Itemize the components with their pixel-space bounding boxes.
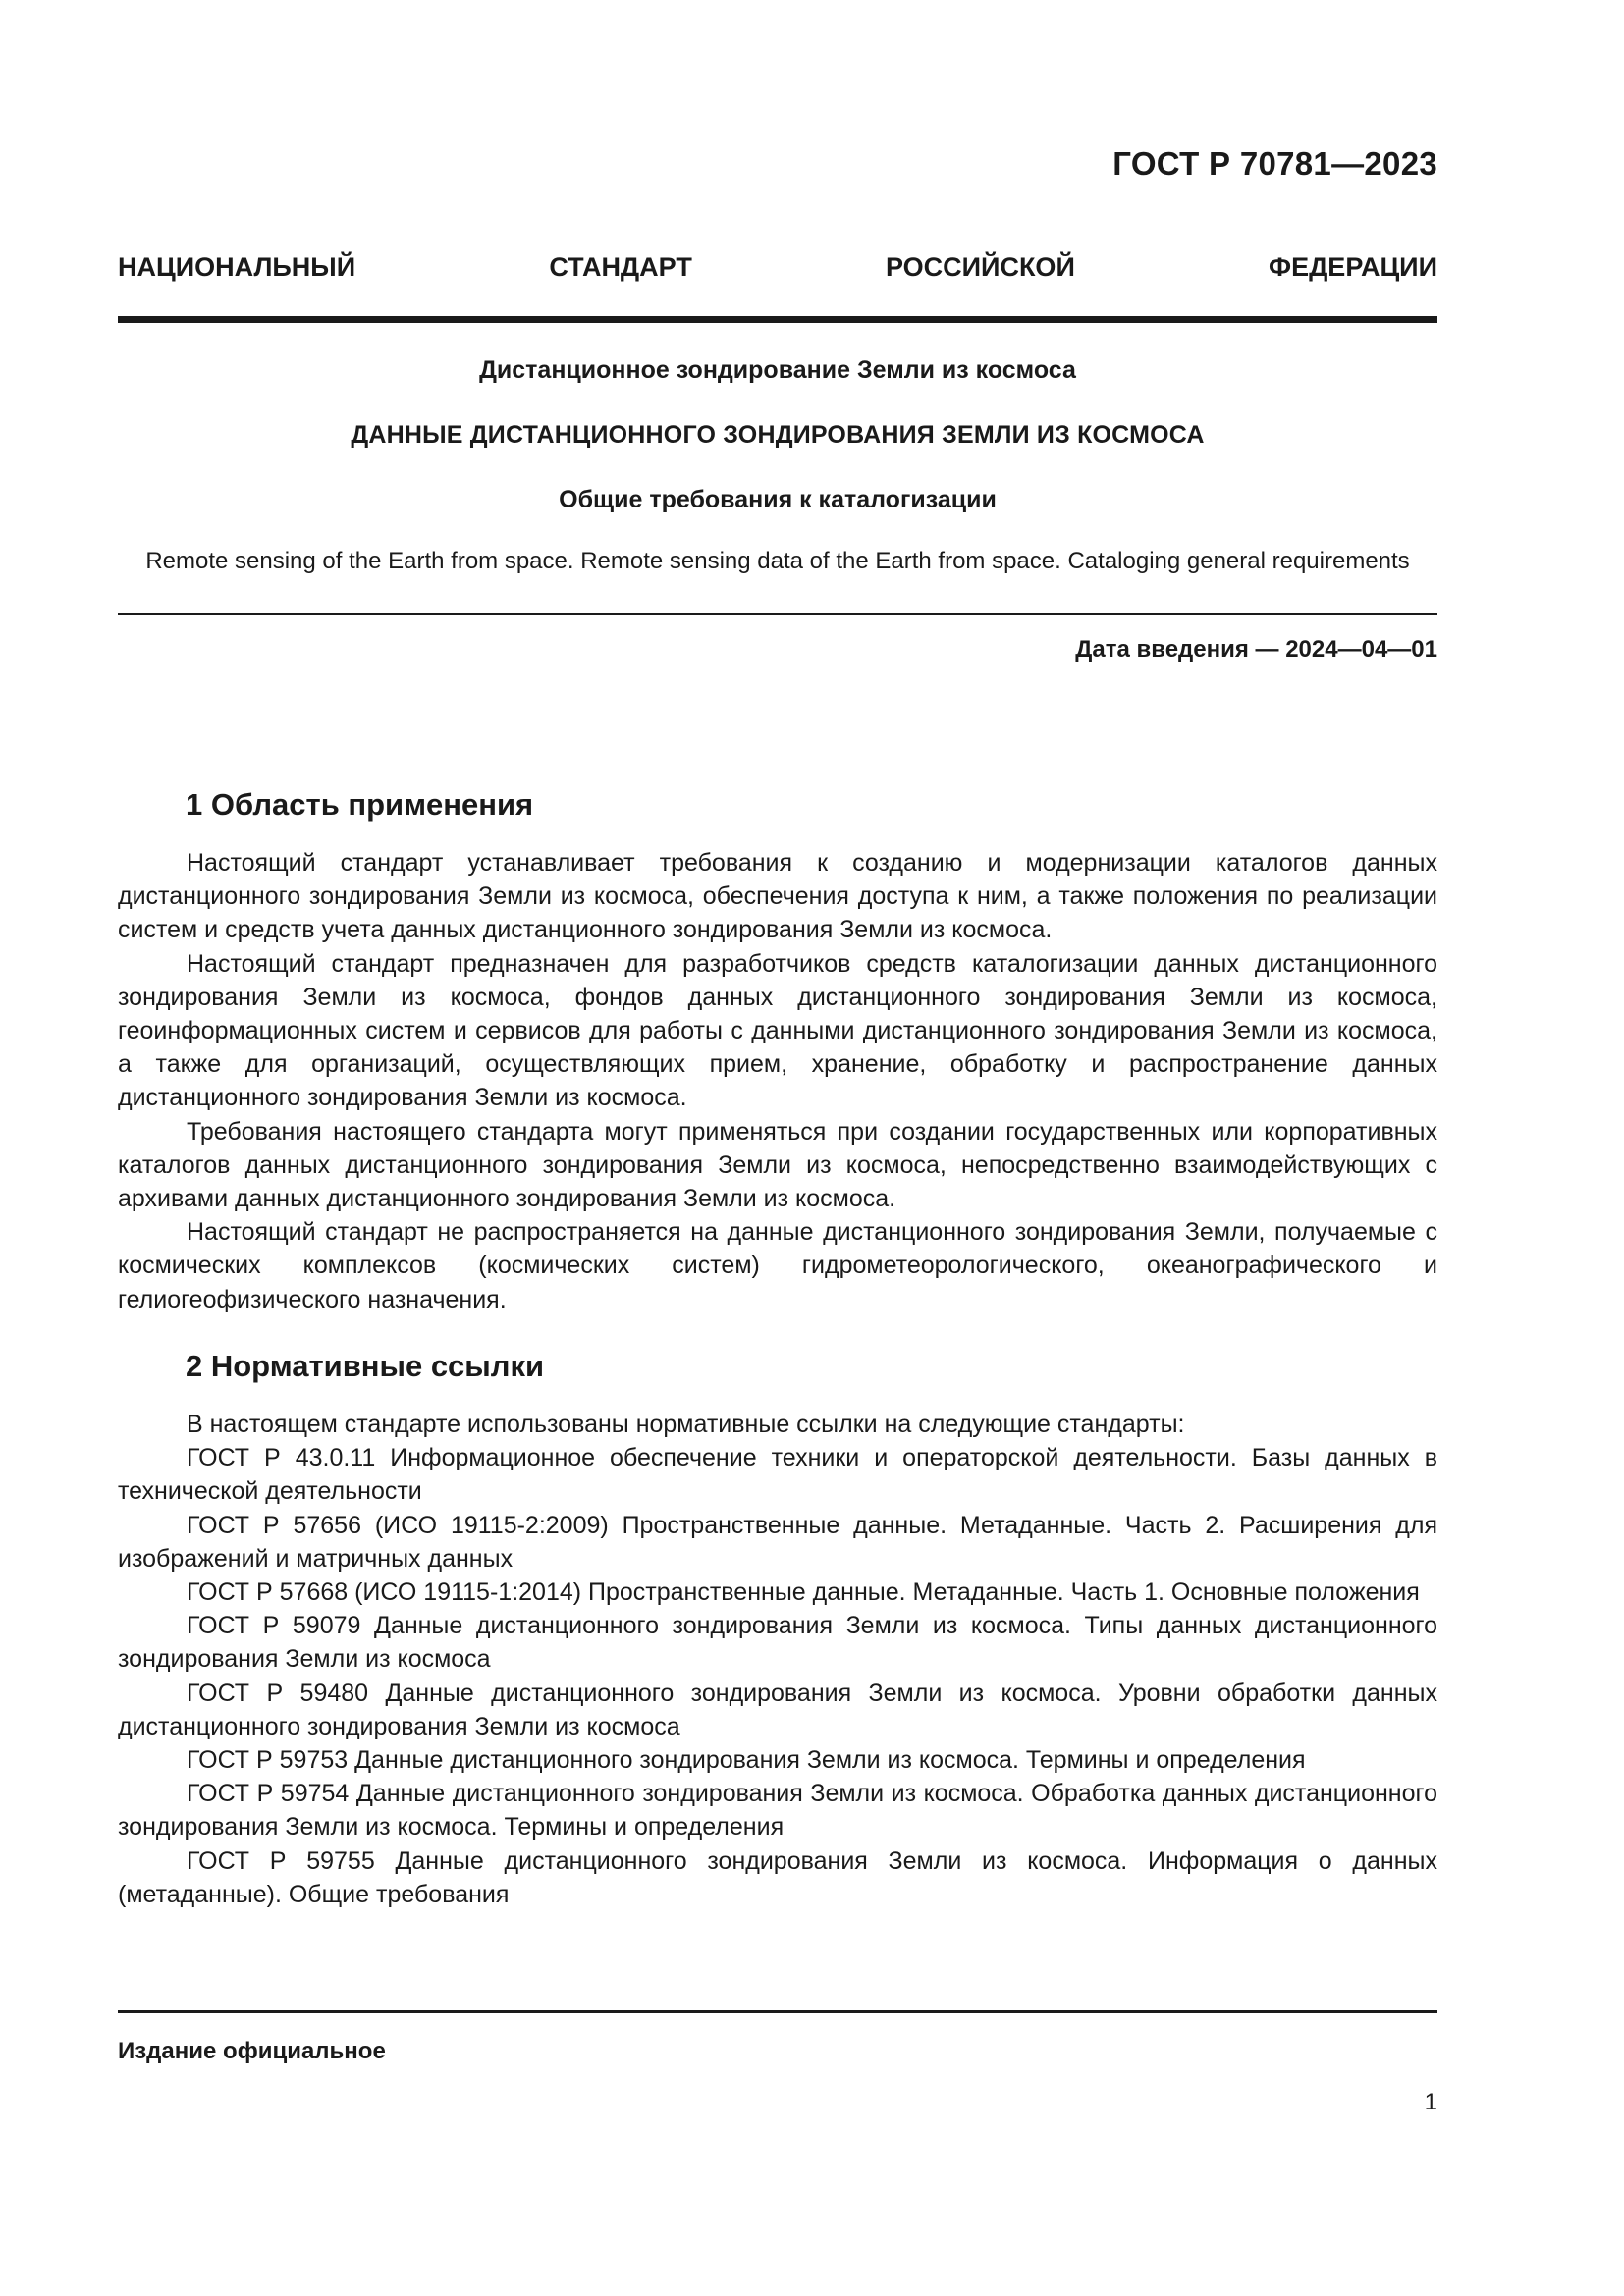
reference-item: ГОСТ Р 59754 Данные дистанционного зондирования Земли из космоса. Обработка данных дистанционного зондирования Земли из космоса. Термины и определения (118, 1780, 1437, 1842)
section-2-body (118, 1408, 1437, 1911)
reference-item: ГОСТ Р 43.0.11 Информационное обеспечение техники и операторской деятельности. Базы данных в технической деятельности (118, 1444, 1437, 1506)
reference-item: ГОСТ Р 57668 (ИСО 19115-1:2014) Пространственные данные. Метаданные. Часть 1. Основные положения (187, 1578, 1420, 1607)
paragraph: Настоящий стандарт устанавливает требования к созданию и модернизации каталогов данных дистанционного зондирования Земли из космоса, обеспечения доступа к ним, а также положения по реализации систем и средств учета данных дистанционного зондирования Земли из космоса. (118, 849, 1437, 944)
title-line-3: Общие требования к каталогизации (559, 486, 997, 513)
section-2-heading: 2 Нормативные ссылки (186, 1349, 545, 1383)
header-divider (118, 316, 1437, 323)
section-1-body (118, 846, 1437, 1316)
paragraph: Настоящий стандарт предназначен для разработчиков средств каталогизации данных дистанционного зондирования Земли из космоса, фондов данных дистанционного зондирования Земли из космоса, геоинформационных систем и сервисов для работы с данными дистанционного зондирования Земли из космоса, а также для организаций, осуществляющих прием, хранение, обработку и распространение данных дистанционного зондирования Земли из космоса. (118, 949, 1437, 1112)
reference-item: ГОСТ Р 59480 Данные дистанционного зондирования Земли из космоса. Уровни обработки данных дистанционного зондирования Земли из космоса (118, 1679, 1437, 1740)
title-line-1: Дистанционное зондирование Земли из космоса (479, 356, 1076, 384)
reference-item: ГОСТ Р 59753 Данные дистанционного зондирования Земли из космоса. Термины и определения (187, 1746, 1306, 1775)
reference-item: ГОСТ Р 57656 (ИСО 19115-2:2009) Пространственные данные. Метаданные. Часть 2. Расширения для изображений и матричных данных (118, 1511, 1437, 1573)
official-edition-label: Издание официальное (118, 2038, 386, 2064)
page-number: 1 (1424, 2089, 1437, 2115)
title-english: Remote sensing of the Earth from space. Remote sensing data of the Earth from space. Cataloging general requirements (145, 548, 1410, 574)
footer-divider (118, 2010, 1437, 2013)
paragraph: Требования настоящего стандарта могут применяться при создании государственных или корпоративных каталогов данных дистанционного зондирования Земли из космоса, непосредственно взаимодействующих с архивами данных дистанционного зондирования Земли из космоса. (118, 1117, 1437, 1213)
section-1-heading: 1 Область применения (186, 787, 534, 822)
paragraph: В настоящем стандарте использованы нормативные ссылки на следующие стандарты: (187, 1411, 1185, 1438)
title-divider (118, 613, 1437, 615)
document-page (118, 0, 1437, 2296)
introduction-date: Дата введения — 2024—04—01 (1075, 636, 1437, 663)
national-standard-banner: НАЦИОНАЛЬНЫЙ СТАНДАРТ РОССИЙСКОЙ ФЕДЕРАЦИИ (118, 252, 1437, 282)
reference-item: ГОСТ Р 59079 Данные дистанционного зондирования Земли из космоса. Типы данных дистанционного зондирования Земли из космоса (118, 1612, 1437, 1674)
title-line-2: ДАННЫЕ ДИСТАНЦИОННОГО ЗОНДИРОВАНИЯ ЗЕМЛИ ИЗ КОСМОСА (351, 421, 1205, 449)
document-code: ГОСТ Р 70781—2023 (1112, 145, 1437, 182)
paragraph: Настоящий стандарт не распространяется на данные дистанционного зондирования Земли, получаемые с космических комплексов (космических систем) гидрометеорологического, океанографического и гелиогеофизического назначения. (118, 1218, 1437, 1313)
reference-item: ГОСТ Р 59755 Данные дистанционного зондирования Земли из космоса. Информация о данных (метаданные). Общие требования (118, 1846, 1437, 1908)
